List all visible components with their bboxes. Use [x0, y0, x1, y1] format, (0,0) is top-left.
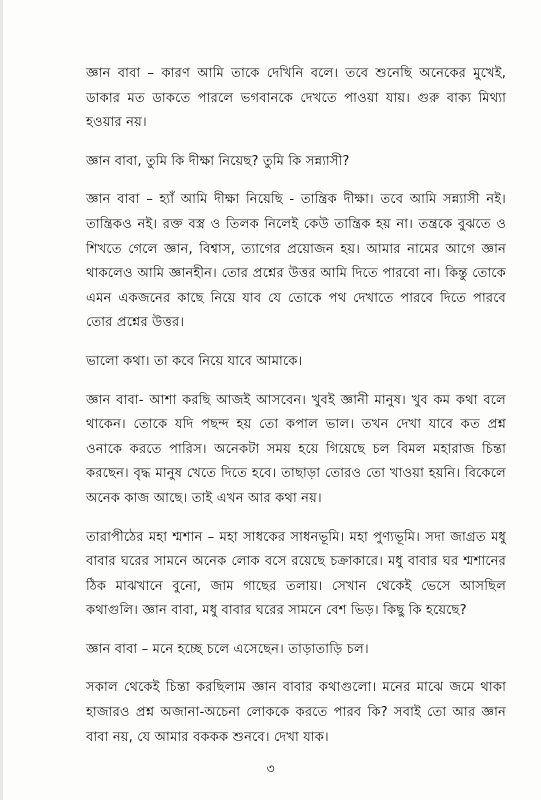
page-number: ৩: [266, 762, 275, 777]
paragraph: জ্ঞান বাবা – হ্যাঁ আমি দীক্ষা নিয়েছি - তান্ত্রিক দীক্ষা। তবে আমি সন্ন্যাসী নই। তান্ত্রিকও নই। রক্ত বস্ত্র ও তিলক নিলেই কেউ তান্ত্রিক হয় না। তন্ত্রকে বুঝতে ও শিখতে গেলে জ্ঞান, বিশ্বাস, ত্যাগের প্রয়োজন হয়। আমার নামের আগে জ্ঞান থাকলেও আমি জ্ঞানহীন। তোর প্রশ্নের উত্তর আমি দিতে পারবো না। কিন্তু তোকে এমন একজনের কাছে নিয়ে যাব যে তোকে পথ দেখাতে পারবে দিতে পারবে তোর প্রশ্নের উত্তর।: [86, 192, 506, 331]
paragraph: জ্ঞান বাবা – কারণ আমি তাকে দেখিনি বলে। তবে শুনেছি অনেকের মুখেই, ডাকার মত ডাকতে পারলে ভগবানকে দেখতে পাওয়া যায়। গুরু বাক্য মিথ্যা হওয়ার নয়।: [86, 66, 506, 131]
paragraph: জ্ঞান বাবা- আশা করছি আজই আসবেন। খুবই জ্ঞানী মানুষ। খুব কম কথা বলে থাকেন। তোকে যদি পছন্দ হয় তো কপাল ভাল। তখন দেখা যাবে কত প্রশ্ন ওনাকে করতে পারিস। অনেকটা সময় হয়ে গিয়েছে চল বিমল মহারাজ চিন্তা করছেন। বৃদ্ধ মানুষ খেতে দিতে হবে। তাছাড়া তোরও তো খাওয়া হয়নি। বিকেলে অনেক কাজ আছে। তাই এখন আর কথা নয়।: [86, 392, 506, 506]
paragraph: তারাপীঠের মহা শ্মশান – মহা সাধকের সাধনভূমি। মহা পুণ্যভূমি। সদা জাগ্রত মধু বাবার ঘরের সামনে অনেক লোক বসে রয়েছে চক্রাকারে। মধু বাবার ঘর শ্মশানের ঠিক মাঝখানে বুনো, জাম গাছের তলায়। সেখান থেকেই ভেসে আসছিল কথাগুলি। জ্ঞান বাবা, মধু বাবার ঘরের সামনে বেশ ভিড়। কিছু কি হয়েছে?: [86, 529, 506, 619]
paragraph: জ্ঞান বাবা – মনে হচ্ছে চলে এসেছেন। তাড়াতাড়ি চল।: [86, 641, 369, 657]
paragraph: জ্ঞান বাবা, তুমি কি দীক্ষা নিয়েছ? তুমি কি সন্ন্যাসী?: [86, 153, 350, 169]
paragraph: ভালো কথা। তা কবে নিয়ে যাবে আমাকে।: [86, 353, 303, 369]
paragraph: সকাল থেকেই চিন্তা করছিলাম জ্ঞান বাবার কথাগুলো। মনের মাঝে জমে থাকা হাজারও প্রশ্ন অজানা-অচেনা লোককে করতে পারব কি? সবাই তো আর জ্ঞান বাবা নয়, যে আমার বককক শুনবে। দেখা যাক।: [86, 680, 506, 745]
page-edge-shadow: [0, 0, 3, 800]
page-body: [86, 62, 506, 764]
